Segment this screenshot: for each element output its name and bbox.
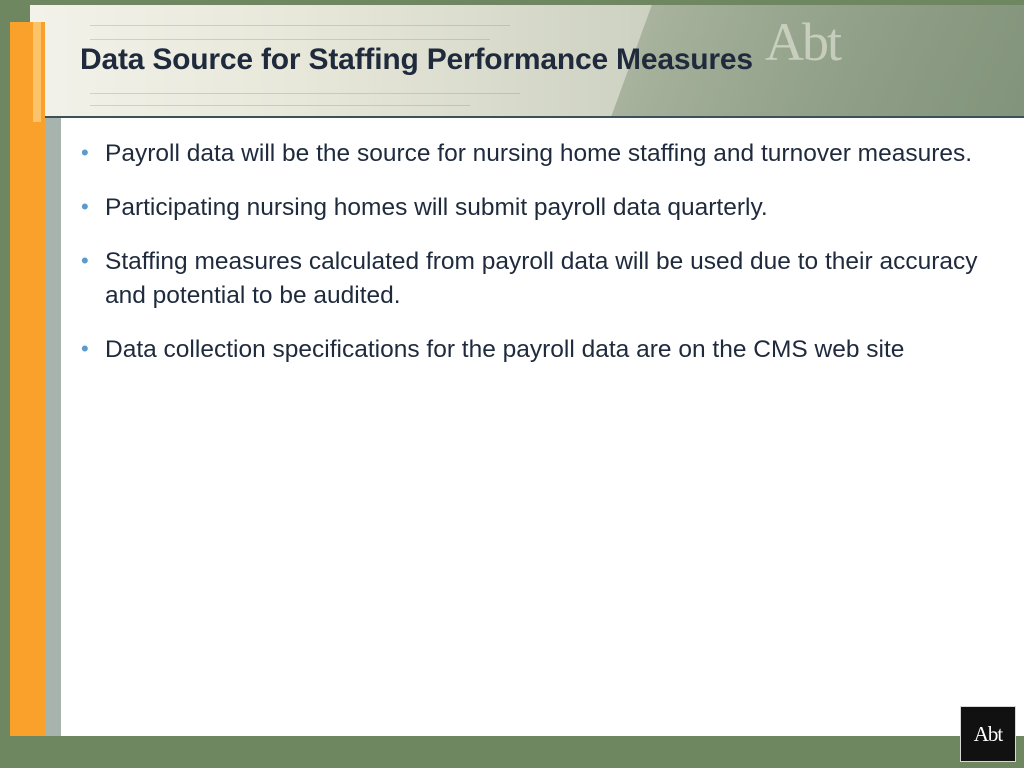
bullet-dot-icon: • <box>81 248 89 273</box>
bullet-text: Participating nursing homes will submit payroll data quarterly. <box>105 194 768 221</box>
bullet-dot-icon: • <box>81 140 89 165</box>
slide-title: Data Source for Staffing Performance Measures <box>80 43 753 76</box>
bullet-item <box>78 137 998 171</box>
bullet-item <box>78 245 998 313</box>
left-accent-highlight <box>33 22 41 122</box>
bullet-text: Payroll data will be the source for nursing home staffing and turnover measures. <box>105 140 973 167</box>
left-gray-strip <box>45 118 61 736</box>
bullet-list <box>78 137 998 387</box>
book-logo-watermark: Abt <box>765 12 840 72</box>
bullet-text: Staffing measures calculated from payroll data will be used due to their accuracy and potential to be audited. <box>105 248 978 309</box>
bullet-text: Data collection specifications for the payroll data are on the CMS web site <box>105 336 905 363</box>
bullet-item <box>78 191 998 225</box>
abt-logo-text: Abt <box>973 721 1003 746</box>
bullet-item <box>78 333 998 367</box>
abt-logo <box>960 706 1016 762</box>
left-accent-bar <box>10 22 45 736</box>
bullet-dot-icon: • <box>81 194 89 219</box>
header-divider <box>45 116 1024 118</box>
bullet-dot-icon: • <box>81 336 89 361</box>
footer-bar <box>0 736 1024 768</box>
